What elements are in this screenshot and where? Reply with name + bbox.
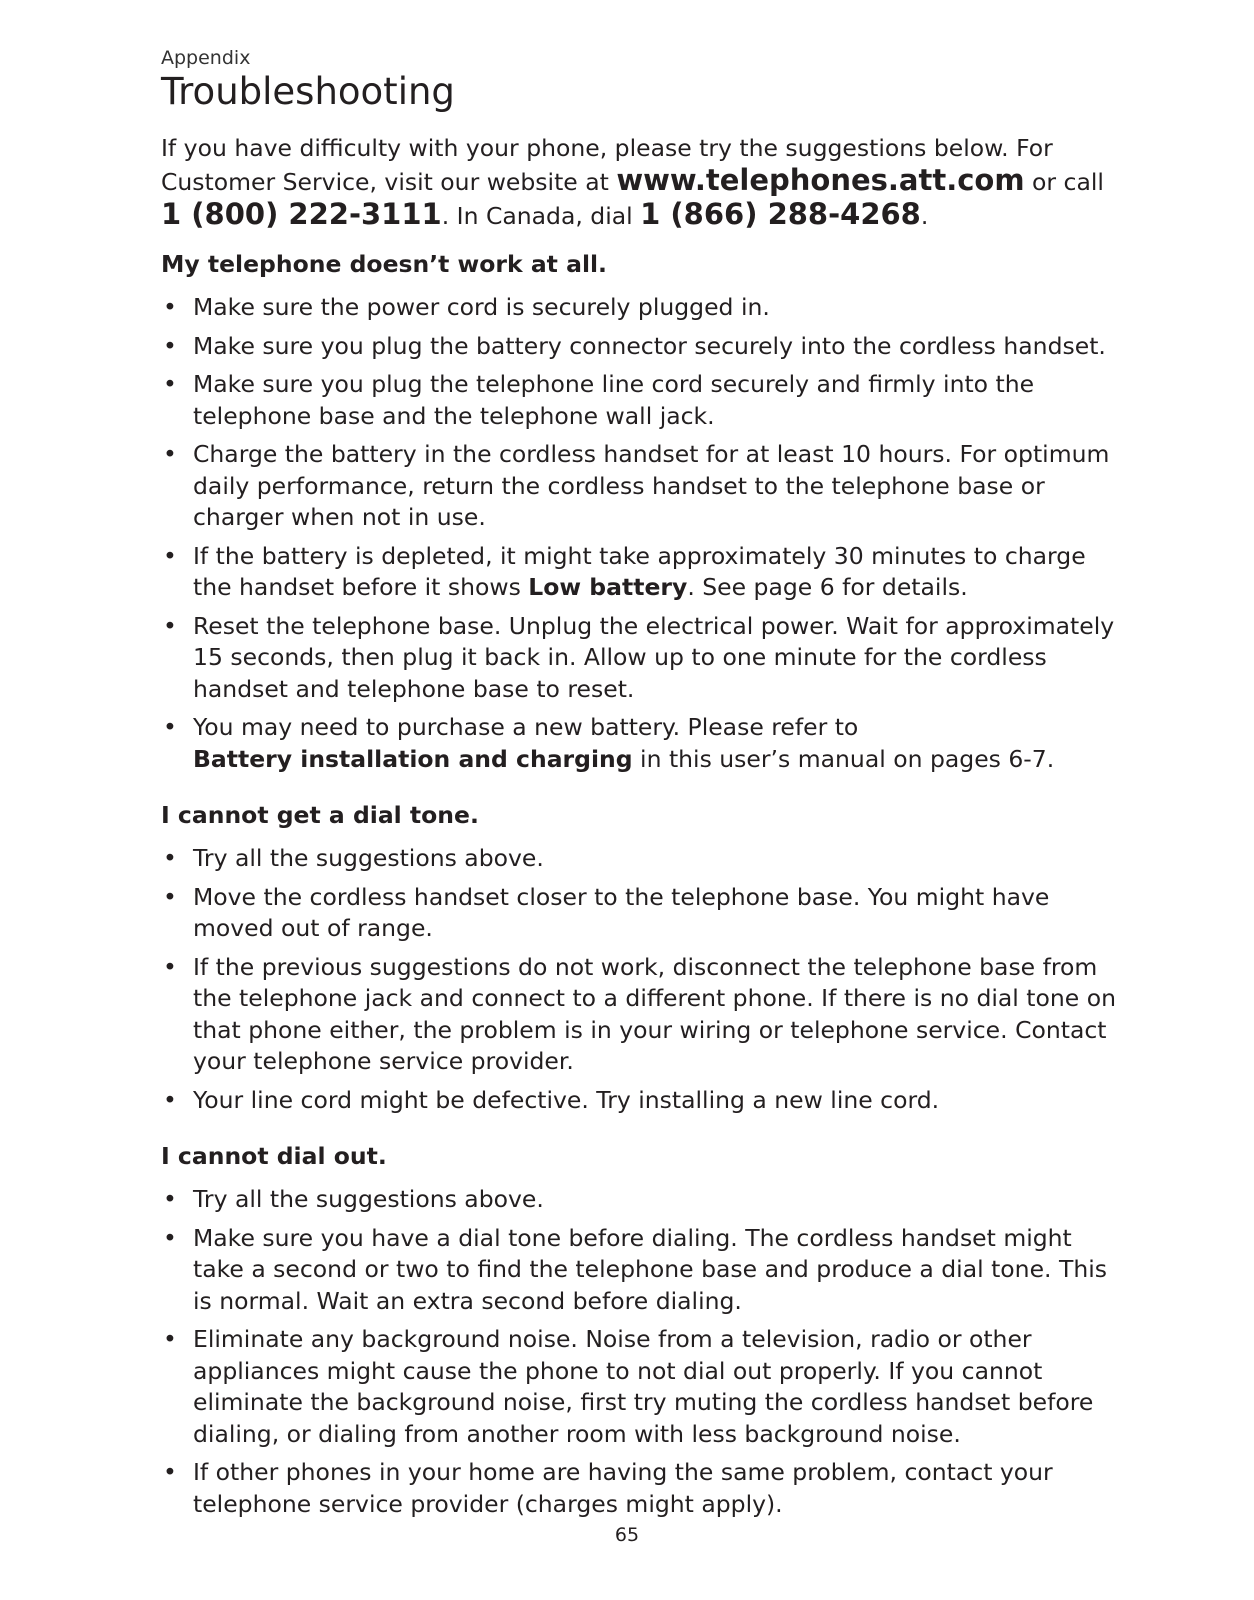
bullet-icon: • [163,1085,177,1114]
suggestion-text: Eliminate any background noise. Noise from a television, radio or other appliances might cause the phone to not dial out properly. If you cannot eliminate the background noise, first try muting the cordless handset before dialing, or dialing from another room with less background noise. [193,1325,1094,1448]
suggestion-text: Make sure you plug the battery connector securely into the cordless handset. [193,331,1106,360]
suggestion-list [161,292,1121,775]
bullet-icon: • [163,844,177,872]
suggestion-text: If other phones in your home are having the same problem, contact your telephone service provider (charges might apply). [193,1458,1053,1518]
suggestion-item [161,1457,1121,1520]
suggestion-item [161,1324,1121,1450]
bullet-icon: • [163,541,177,570]
topic-heading: My telephone doesn’t work at all. [161,250,607,278]
bullet-icon: • [163,293,177,321]
suggestion-text: Try all the suggestions above. [193,844,544,872]
phone-number-us: 1 (800) 222-3111 [161,197,442,231]
suggestion-item [161,1085,1121,1117]
suggestion-emphasis: Low battery [528,573,688,601]
intro-paragraph [161,132,1121,232]
intro-text: . [920,202,929,230]
suggestion-text: in this user’s manual on pages 6-7. [632,744,1055,773]
suggestion-text: Your line cord might be defective. Try installing a new line cord. [193,1085,940,1114]
suggestion-text: Make sure you plug the telephone line cord securely and firmly into the telephone base and the telephone wall jack. [193,370,1035,430]
suggestion-text: You may need to purchase a new battery. Please refer to [193,713,859,741]
suggestion-item [161,331,1121,363]
bullet-icon: • [163,611,177,640]
suggestion-item [161,541,1121,604]
suggestion-text: . See page 6 for details. [687,573,968,601]
topic-heading: I cannot get a dial tone. [161,801,479,829]
bullet-icon: • [163,1325,177,1353]
suggestion-list [161,843,1121,1116]
bullet-icon: • [163,440,177,468]
topic-heading: I cannot dial out. [161,1142,387,1170]
troubleshooting-topic [161,1140,1121,1520]
bullet-icon: • [163,1223,177,1252]
troubleshooting-topics [161,248,1121,1520]
troubleshooting-topic [161,799,1121,1116]
suggestion-text: Make sure you have a dial tone before dialing. The cordless handset might take a second or two to find the telephone base and produce a dial tone. This is normal. Wait an extra second before dialing. [193,1223,1107,1315]
intro-text: If you have difficulty with your phone, please try the suggestions below. For Customer Service, visit our website at [161,134,1053,196]
suggestion-item [161,611,1121,706]
suggestion-text: Make sure the power cord is securely plugged in. [193,293,770,321]
bullet-icon: • [163,952,177,981]
bullet-icon: • [163,1185,177,1213]
intro-text: . In Canada, dial [441,202,641,230]
suggestion-list [161,1184,1121,1520]
suggestion-text: Move the cordless handset closer to the telephone base. You might have moved out of range. [193,882,1050,942]
website-link[interactable]: www.telephones.att.com [616,163,1025,197]
suggestion-item [161,952,1121,1078]
phone-number-canada: 1 (866) 288-4268 [640,197,921,231]
suggestion-item [161,439,1121,534]
suggestion-item [161,882,1121,945]
intro-text: or call [1024,168,1104,196]
troubleshooting-topic [161,248,1121,775]
section-label: Appendix [161,47,251,69]
document-page [161,46,1121,1544]
suggestion-text: Charge the battery in the cordless handset for at least 10 hours. For optimum daily performance, return the cordless handset to the telephone base or charger when not in use. [193,440,1110,531]
suggestion-text: Reset the telephone base. Unplug the electrical power. Wait for approximately 15 seconds, then plug it back in. Allow up to one minute for the cordless handset and telephone base to reset. [193,611,1115,703]
bullet-icon: • [163,1458,177,1486]
suggestion-text: Try all the suggestions above. [193,1185,544,1213]
suggestion-item [161,843,1121,875]
bullet-icon: • [163,370,177,398]
suggestion-item [161,1184,1121,1216]
suggestion-item [161,1223,1121,1318]
suggestion-text: If the previous suggestions do not work, disconnect the telephone base from the telephone jack and connect to a different phone. If there is no dial tone on that phone either, the problem is in your wiring or telephone service. Contact your telephone service provider. [193,952,1116,1075]
bullet-icon: • [163,331,177,360]
suggestion-text: If the battery is depleted, it might take approximately 30 minutes to charge the handset before it shows [193,541,1086,601]
bullet-icon: • [163,713,177,741]
suggestion-emphasis: Battery installation and charging [193,744,633,773]
suggestion-item [161,292,1121,324]
suggestion-item [161,369,1121,432]
page-title: Troubleshooting [161,70,455,113]
bullet-icon: • [163,882,177,911]
suggestion-item [161,712,1121,775]
page-number: 65 [614,1524,640,1546]
